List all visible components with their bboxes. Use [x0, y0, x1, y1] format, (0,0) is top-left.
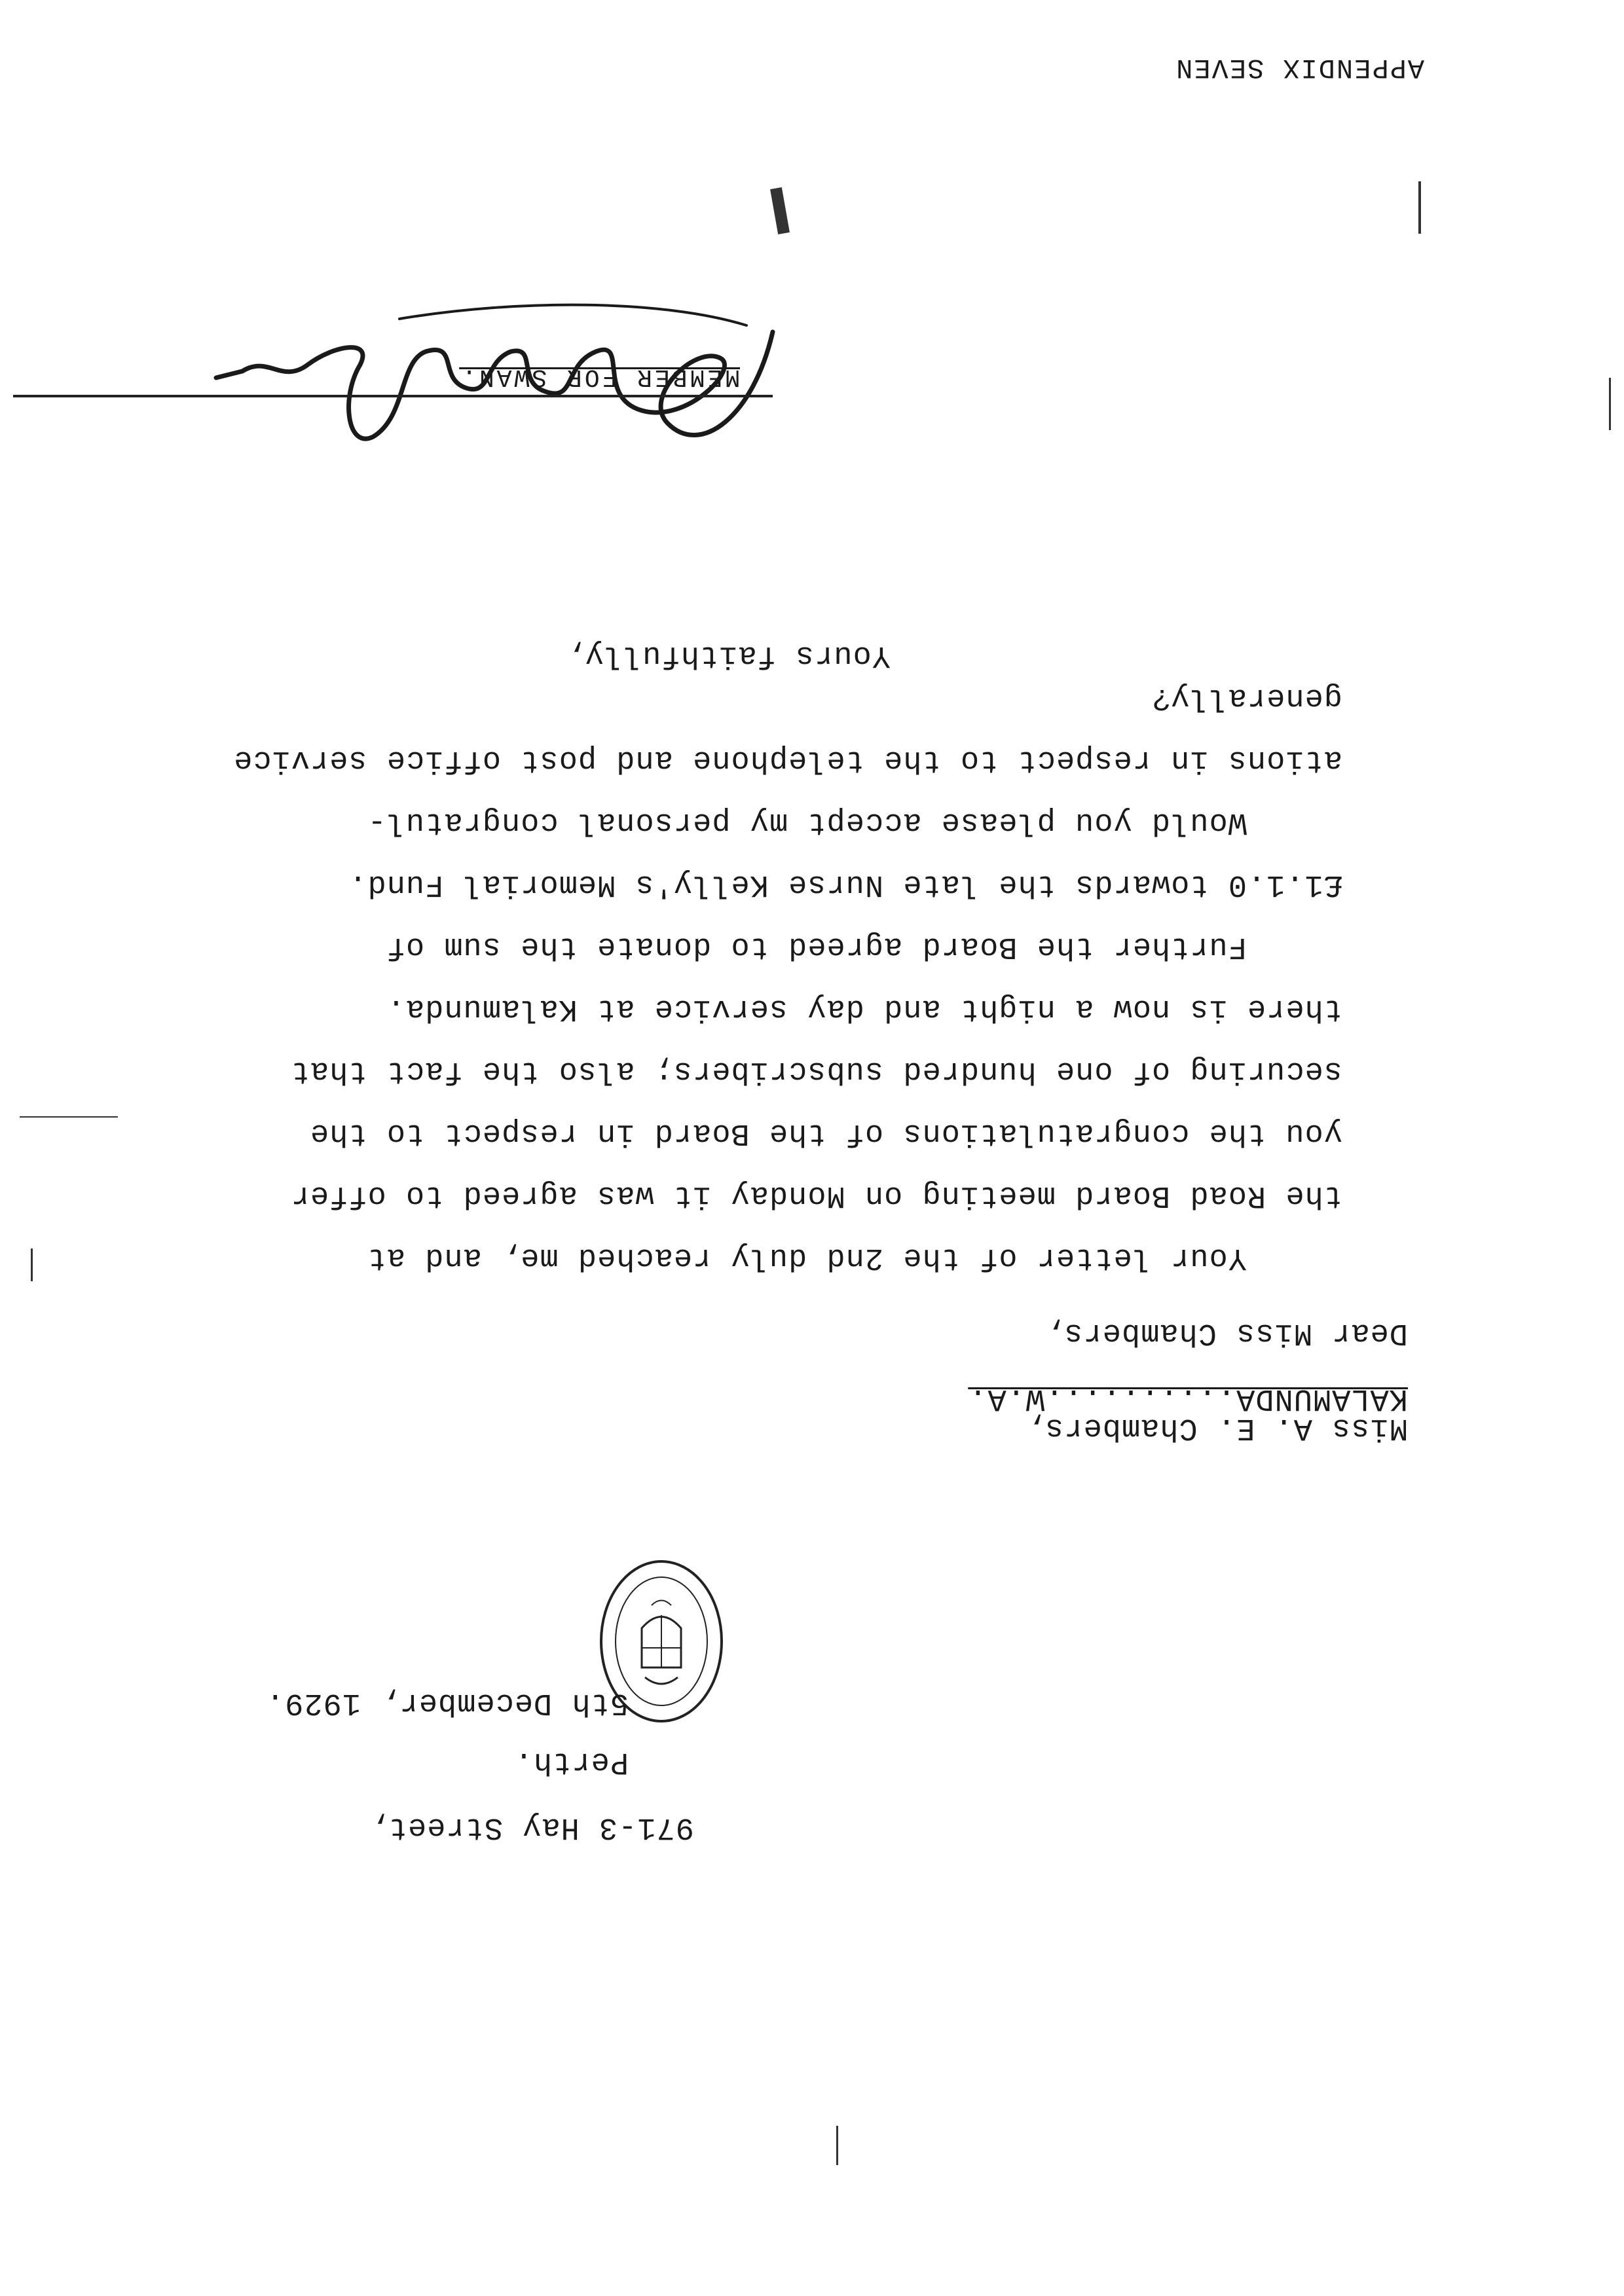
ink-mark [20, 1116, 118, 1118]
handwritten-signature [203, 286, 792, 496]
body-line: Your letter of the 2nd duly reached me, and at [367, 1240, 1342, 1275]
address-street: 971-3 Hay Street, [369, 1810, 694, 1844]
body-line: the Road Board meeting on Monday it was agreed to offer [290, 1178, 1342, 1212]
letter-date: 5th December, 1929. [265, 1685, 629, 1720]
signature-rule [13, 395, 773, 397]
body-line: you the congratulations of the Board in respect to the [309, 1116, 1342, 1150]
body-line: there is now a night and day service at Kalamunda. [386, 991, 1342, 1026]
salutation: Dear Miss Chambers, [1044, 1315, 1408, 1350]
recipient-name: Miss A. E. Chambers, [1025, 1410, 1408, 1445]
body-line: Would you please accept my personal congratul- [367, 805, 1342, 839]
signoff: Yours faithfully, [565, 638, 891, 672]
ink-mark [1418, 181, 1421, 234]
ink-mark [836, 2126, 838, 2165]
body-line: Further the Board agreed to donate the sum of [386, 929, 1342, 964]
body-line: £1.1.0 towards the late Nurse Kelly's Memorial Fund. [348, 867, 1342, 902]
body-line: generally? [1151, 680, 1342, 715]
ink-mark [31, 1248, 33, 1281]
address-city: Perth. [513, 1744, 629, 1779]
body-line: securing of one hundred subscribers; also the fact that [290, 1053, 1342, 1088]
recipient-town: KALAMUNDA..........W.A. [968, 1381, 1408, 1415]
ink-mark [1609, 378, 1611, 430]
ink-mark [770, 187, 790, 234]
signature-title: MEMBER FOR SWAN. [459, 363, 740, 391]
appendix-label: APPENDIX SEVEN [1175, 52, 1424, 83]
body-line: ations in respect to the telephone and post office service [233, 742, 1342, 777]
